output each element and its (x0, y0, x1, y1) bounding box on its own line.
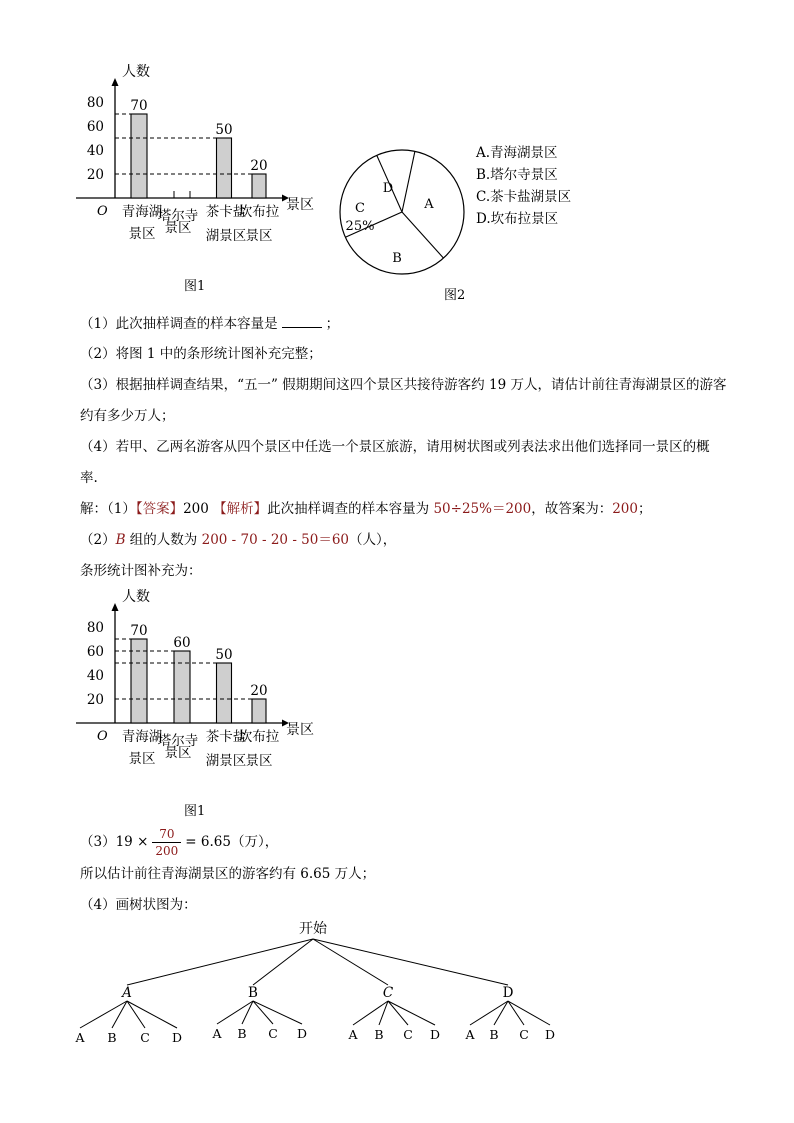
chart1-value-label-0: 70 (130, 98, 148, 114)
tree-leaf-0-0: A (75, 1030, 85, 1045)
chart1-caption: 图1 (184, 279, 206, 294)
solution-2-line-2: 条形统计图补充为： (80, 563, 202, 579)
q1-prefix: （1）此次抽样调查的样本容量是 (80, 316, 278, 332)
tree-edge-root-2 (313, 939, 388, 985)
pie-legend (476, 142, 571, 230)
tree-edge-1-2 (253, 1001, 273, 1024)
s3-a: 19 × (115, 834, 149, 850)
tree-edge-0-3 (127, 1001, 177, 1028)
s3-b: = 6.65（万）， (185, 834, 279, 850)
question-3-line-2: 约有多少万人； (80, 408, 175, 424)
chart3-y-label: 人数 (122, 589, 150, 605)
chart3-category-1-line-2: 景区 (164, 745, 192, 761)
chart3-value-label-1: 60 (173, 635, 191, 651)
solution-1 (80, 499, 652, 519)
chart3-category-2-line-1: 茶卡盐 (205, 729, 247, 745)
chart1-category-0-line-2: 景区 (128, 226, 156, 242)
bar-chart-1 (0, 55, 340, 255)
tree-leaf-2-2: C (403, 1027, 413, 1042)
tree-leaf-1-1: B (237, 1026, 247, 1041)
chart2-caption: 图2 (444, 288, 466, 303)
s1-answer: 200 (183, 501, 214, 517)
tree-root: 开始 (299, 921, 327, 937)
question-4-line-2: 率. (80, 470, 98, 486)
chart1-origin: O (97, 204, 108, 219)
legend-item-c: C.茶卡盐湖景区 (476, 189, 572, 205)
pie-slice-label-b: B (392, 251, 402, 266)
s1-final: 200 (612, 501, 638, 517)
chart1-category-2-line-1: 茶卡盐 (205, 204, 247, 220)
s2-var: B (115, 532, 126, 548)
s2-text: 组的人数为 (125, 532, 202, 548)
tree-node-3: D (502, 985, 514, 1001)
chart3-y-tick-40: 40 (86, 668, 104, 684)
chart3-category-0-line-1: 青海湖 (121, 729, 163, 745)
chart3-caption: 图1 (184, 804, 206, 819)
chart3-bar-1 (174, 651, 190, 723)
chart1-y-tick-80: 80 (86, 95, 104, 111)
legend-item-b: B.塔尔寺景区 (476, 167, 558, 183)
chart3-category-2-line-2: 湖景区 (205, 753, 247, 769)
chart3-x-label: 景区 (286, 722, 314, 738)
tree-leaf-2-3: D (429, 1027, 441, 1042)
pie-chart-svg (330, 140, 480, 285)
chart1-category-3-line-2: 景区 (245, 228, 273, 244)
tree-leaf-0-2: C (140, 1030, 150, 1045)
chart3-bar-2 (217, 663, 232, 723)
pie-divider-1 (402, 212, 443, 258)
chart1-x-label: 景区 (286, 197, 314, 213)
chart1-y-tick-20: 20 (86, 167, 104, 183)
q1-suffix: ； (325, 316, 340, 332)
pie-slice-label-c: C (355, 201, 365, 216)
chart3-category-3-line-2: 景区 (245, 753, 273, 769)
chart3-y-arrow (112, 603, 119, 611)
s1-prefix: 解：（1） (80, 501, 136, 517)
question-4-line-1: （4）若甲、乙两名游客从四个景区中任选一个景区旅游，请用树状图或列表法求出他们选择同一景区的概 (80, 439, 710, 455)
tree-edge-2-3 (388, 1001, 435, 1025)
chart1-bar-0 (131, 114, 147, 198)
pie-slice-pct-c: 25% (345, 219, 375, 234)
solution-3-line-2: 所以估计前往青海湖景区的游客约有 6.65 万人； (80, 866, 376, 882)
s1-text: 此次抽样调查的样本容量为 (267, 501, 434, 517)
s3-prefix: （3） (80, 834, 116, 850)
question-3-line-1: （3）根据抽样调查结果，“五一” 假期期间这四个景区共接待游客约 19 万人，请估计前往青海湖景区的游客 (80, 377, 727, 393)
tree-edge-3-3 (508, 1001, 550, 1025)
tree-leaf-1-0: A (212, 1026, 222, 1041)
solution-4: （4）画树状图为： (80, 897, 197, 913)
bar-chart-1-svg (0, 55, 340, 255)
tree-node-0: A (122, 985, 132, 1001)
chart1-y-tick-60: 60 (86, 119, 104, 135)
chart1-category-1-line-1: 塔尔寺 (157, 208, 199, 224)
chart1-category-3-line-1: 坎布拉 (238, 204, 280, 220)
chart1-category-0-line-1: 青海湖 (121, 204, 163, 220)
tree-leaf-2-0: A (348, 1027, 358, 1042)
tree-edge-2-2 (388, 1001, 408, 1025)
tree-leaf-3-1: B (489, 1027, 499, 1042)
chart3-bar-0 (131, 639, 147, 723)
chart1-value-label-2: 50 (215, 122, 233, 138)
tree-edge-3-0 (470, 1001, 508, 1025)
tree-leaf-3-0: A (465, 1027, 475, 1042)
fraction-numerator: 70 (152, 826, 181, 843)
chart3-category-0-line-2: 景区 (128, 751, 156, 767)
tree-leaf-0-3: D (171, 1030, 183, 1045)
chart3-y-tick-60: 60 (86, 644, 104, 660)
question-1 (80, 313, 339, 334)
question-2: （2）将图 1 中的条形统计图补充完整； (80, 346, 322, 362)
chart3-category-3-line-1: 坎布拉 (238, 729, 280, 745)
answer-tag: 【答案】 (135, 501, 184, 517)
chart3-y-tick-80: 80 (86, 620, 104, 636)
s1-end: ，故答案为： (531, 501, 613, 517)
chart3-value-label-2: 50 (215, 647, 233, 663)
solution-3 (80, 826, 278, 859)
solution-2 (80, 530, 396, 550)
pie-divider-0 (402, 151, 415, 212)
tree-edge-2-0 (353, 1001, 388, 1025)
chart1-y-tick-40: 40 (86, 143, 104, 159)
tree-edge-3-2 (508, 1001, 524, 1025)
answer-blank (282, 313, 322, 328)
tree-edge-3-1 (494, 1001, 508, 1025)
pie-chart (330, 140, 480, 289)
tree-node-1: B (248, 985, 258, 1001)
pie-slice-label-a: A (424, 197, 434, 212)
s2-unit: （人）， (349, 532, 397, 548)
tree-edge-1-3 (253, 1001, 302, 1024)
chart1-y-arrow (112, 78, 119, 86)
chart3-category-1-line-1: 塔尔寺 (157, 733, 199, 749)
s1-semicolon: ； (638, 501, 652, 517)
bar-chart-completed (0, 580, 340, 780)
s2-prefix: （2） (80, 532, 116, 548)
tree-leaf-0-1: B (107, 1030, 117, 1045)
tree-leaf-2-1: B (374, 1027, 384, 1042)
tree-leaf-1-3: D (296, 1026, 308, 1041)
tree-edge-root-0 (127, 939, 313, 985)
pie-slice-label-d: D (382, 181, 394, 196)
bar-chart-completed-svg (0, 580, 340, 780)
tree-leaf-1-2: C (268, 1026, 278, 1041)
chart3-y-tick-20: 20 (86, 692, 104, 708)
chart1-bar-3 (252, 174, 266, 198)
tree-edge-root-1 (253, 939, 313, 985)
legend-item-d: D.坎布拉景区 (476, 211, 559, 227)
analysis-tag: 【解析】 (213, 501, 268, 517)
chart1-category-2-line-2: 湖景区 (205, 228, 247, 244)
tree-edge-0-2 (127, 1001, 145, 1028)
tree-diagram (60, 915, 580, 1054)
chart1-value-label-3: 20 (250, 158, 268, 174)
chart3-value-label-3: 20 (250, 683, 268, 699)
chart3-bar-3 (252, 699, 266, 723)
chart1-bar-2 (217, 138, 232, 198)
chart3-value-label-0: 70 (130, 623, 148, 639)
chart3-origin: O (97, 729, 108, 744)
legend-item-a: A.青海湖景区 (476, 145, 558, 161)
fraction-denominator: 200 (155, 844, 179, 858)
tree-leaf-3-3: D (544, 1027, 556, 1042)
tree-node-2: C (382, 985, 394, 1001)
s2-expr: 200 - 70 - 20 - 50＝60 (201, 532, 350, 548)
s1-expr: 50÷25%＝200 (433, 501, 532, 517)
chart1-category-1-line-2: 景区 (164, 220, 192, 236)
tree-edge-root-3 (313, 939, 508, 985)
fraction (152, 826, 181, 859)
chart1-y-label: 人数 (122, 64, 150, 80)
tree-leaf-3-2: C (519, 1027, 529, 1042)
tree-diagram-svg (60, 915, 580, 1050)
